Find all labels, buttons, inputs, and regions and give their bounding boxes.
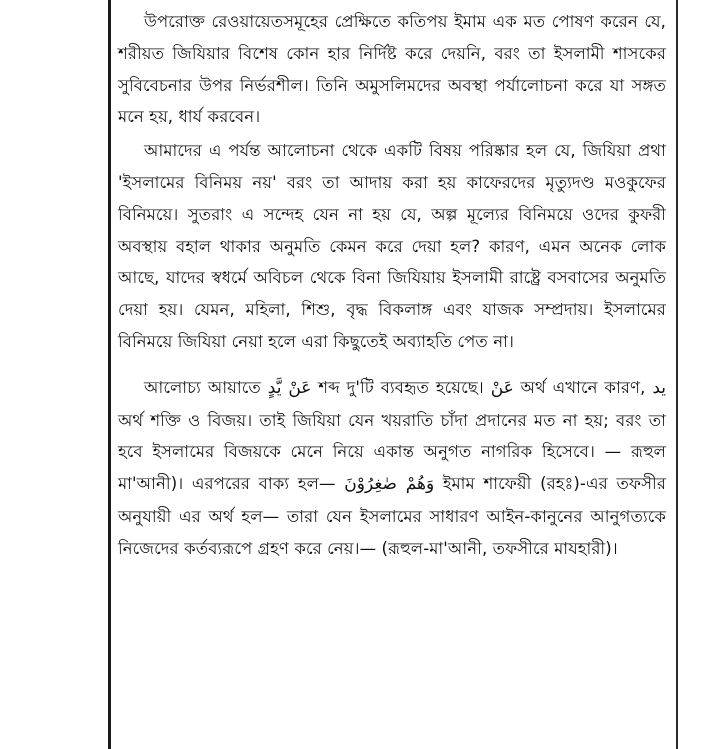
arabic-phrase-an-yadin: عَنْ يَّدٍ bbox=[267, 377, 312, 398]
p3-text-3: অর্থ এখানে কারণ, bbox=[513, 377, 653, 397]
right-margin-rule bbox=[676, 0, 678, 749]
p3-text-1: আলোচ্য আয়াতে bbox=[144, 377, 268, 397]
arabic-word-an: عَنْ bbox=[490, 377, 514, 398]
text-column bbox=[118, 4, 666, 565]
left-margin-rule bbox=[108, 0, 111, 749]
paragraph-3 bbox=[118, 372, 666, 565]
paragraph-2: আমাদের এ পর্যন্ত আলোচনা থেকে একটি বিষয় পরিষ্কার হল যে, জিযিয়া প্রথা 'ইসলামের বিনিময় নয়' বরং তা আদায় করা হয় কাফেরদের মৃত্যুদণ্ড মওকুফের বিনিময়ে। সুতরাং এ সন্দেহ যেন না হয় যে, অল্প মূল্যের বিনিময়ে ওদের কুফরী অবস্থায় বহাল থাকার অনুমতি কেমন করে দেয়া হল? কারণ, এমন অনেক লোক আছে, যাদের স্বধর্মে অবিচল থেকে বিনা জিযিয়ায় ইসলামী রাষ্ট্রে বসবাসের অনুমতি দেয়া হয়। যেমন, মহিলা, শিশু, বৃদ্ধ বিকলাঙ্গ এবং যাজক সম্প্রদায়। ইসলামের বিনিময়ে জিযিয়া নেয়া হলে এরা কিছুতেই অব্যাহতি পেত না। bbox=[118, 141, 666, 351]
arabic-word-yad: يد bbox=[652, 377, 666, 398]
p3-text-4: অর্থ শক্তি ও বিজয়। তাই জিযিয়া যেন খয়রাতি চাঁদা প্রদানের মত না হয়; বরং তা হবে ইসলামের বিজয়কে মেনে নিয়ে একান্ত অনুগত নাগরিক হিসেবে। — রূহুল মা'আনী)। এরপরের বাক্য হল— bbox=[118, 410, 666, 494]
arabic-phrase-wa-hum-saghirun: وَهُمْ صٰغِرُوْنَ bbox=[344, 474, 435, 495]
paragraph-1: উপরোক্ত রেওয়ায়েতসমূহের প্রেক্ষিতে কতিপয় ইমাম এক মত পোষণ করেন যে, শরীয়ত জিযিয়ার বিশেষ কোন হার নির্দিষ্ট করে দেয়নি, বরং তা ইসলামী শাসকের সুবিবেচনার উপর নির্ভরশীল। তিনি অমুসলিমদের অবস্থা পর্যালোচনা করে যা সঙ্গত মনে হয়, ধার্য করবেন। bbox=[118, 12, 666, 127]
p3-text-5: ইমাম শাফেয়ী (রহঃ)-এর তফসীর অনুযায়ী এর অর্থ হল— তারা যেন ইসলামের সাধারণ আইন-কানুনের আনুগত্যকে নিজেদের কর্তব্যরূপে গ্রহণ করে নেয়।— (রূহুল-মা'আনী, তফসীরে মাযহারী)। bbox=[118, 474, 666, 558]
p3-text-2: শব্দ দু'টি ব্যবহৃত হয়েছে। bbox=[311, 377, 491, 397]
